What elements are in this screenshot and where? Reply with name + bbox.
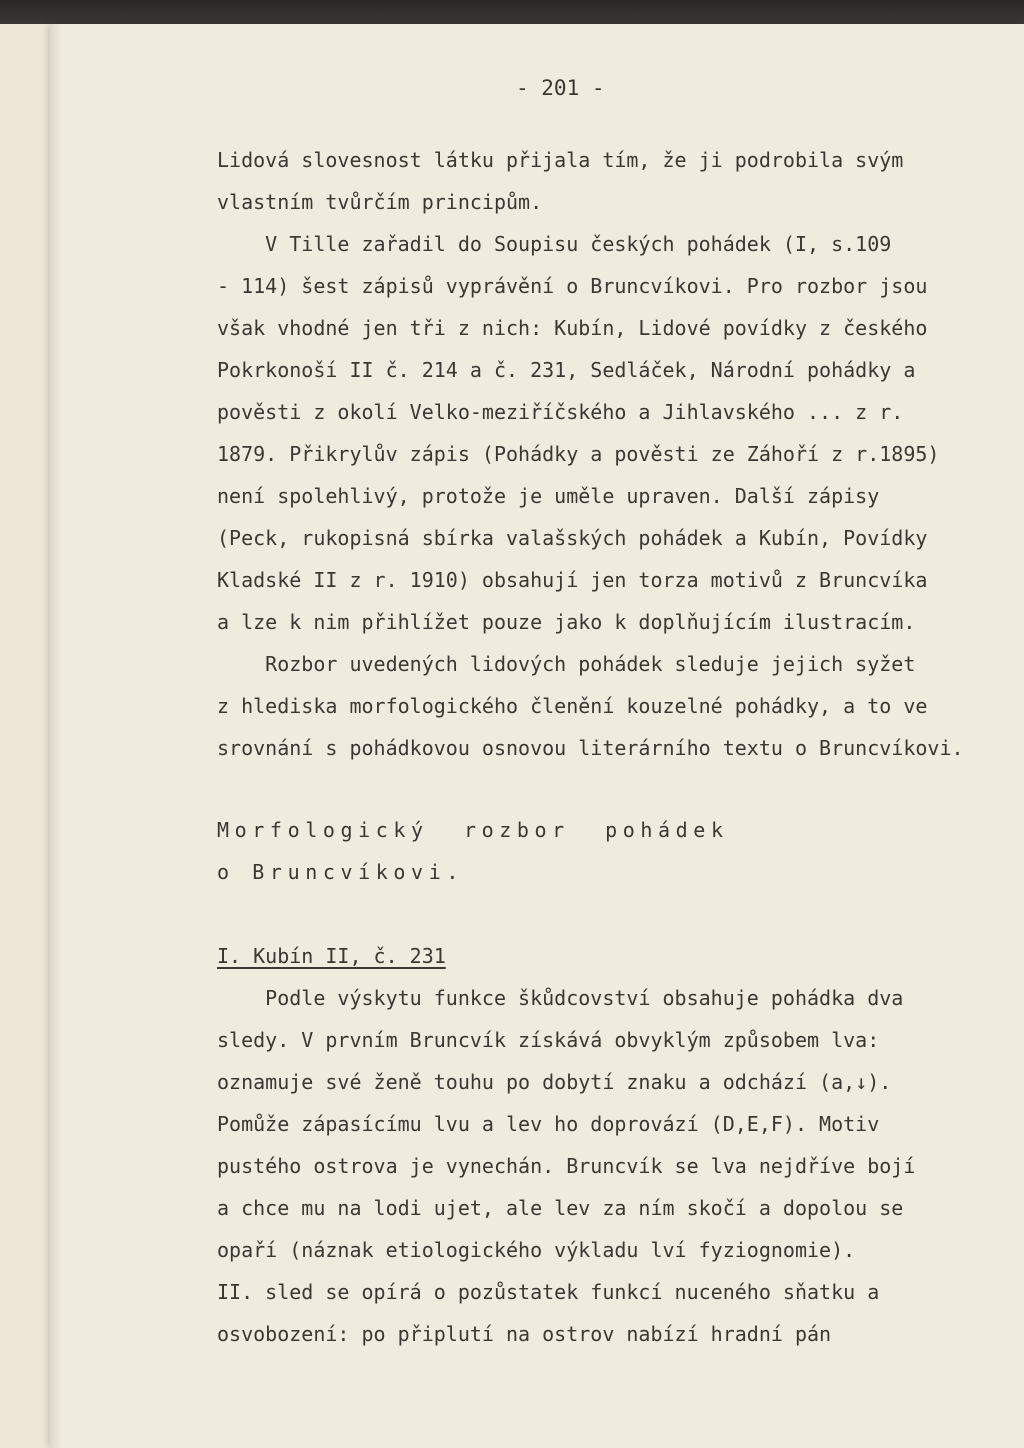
text-line: (Peck, rukopisná sbírka valašských pohádek a Kubín, Povídky xyxy=(217,526,928,550)
section-heading-continued: o Bruncvíkovi. xyxy=(217,860,464,884)
page-number: - 201 - xyxy=(516,76,605,100)
text-line: Rozbor uvedených lidových pohádek sleduje jejich syžet xyxy=(217,652,916,676)
text-line: oznamuje své ženě touhu po dobytí znaku a odchází (a,↓). xyxy=(217,1070,892,1094)
text-line: sledy. V prvním Bruncvík získává obvyklým způsobem lva: xyxy=(217,1028,880,1052)
text-line: z hlediska morfologického členění kouzelné pohádky, a to ve xyxy=(217,694,928,718)
text-line: a chce mu na lodi ujet, ale lev za ním skočí a dopolou se xyxy=(217,1196,904,1220)
text-line: pustého ostrova je vynechán. Bruncvík se lva nejdříve bojí xyxy=(217,1154,916,1178)
text-line: 1879. Přikrylův zápis (Pohádky a pověsti ze Záhoří z r.1895) xyxy=(217,442,940,466)
text-line: - 114) šest zápisů vyprávění o Bruncvíkovi. Pro rozbor jsou xyxy=(217,274,928,298)
text-line: Kladské II z r. 1910) obsahují jen torza motivů z Bruncvíka xyxy=(217,568,928,592)
subsection-heading: I. Kubín II, č. 231 xyxy=(217,944,446,968)
text-line: II. sled se opírá o pozůstatek funkcí nuceného sňatku a xyxy=(217,1280,880,1304)
text-line: není spolehlivý, protože je uměle upraven. Další zápisy xyxy=(217,484,880,508)
scan-top-border xyxy=(0,0,1024,24)
text-line: srovnání s pohádkovou osnovou literárního textu o Bruncvíkovi. xyxy=(217,736,964,760)
text-line: Lidová slovesnost látku přijala tím, že ji podrobila svým xyxy=(217,148,904,172)
text-line: však vhodné jen tři z nich: Kubín, Lidové povídky z českého xyxy=(217,316,928,340)
text-line: osvobození: po připlutí na ostrov nabízí hradní pán xyxy=(217,1322,832,1346)
text-line: a lze k nim přihlížet pouze jako k doplňujícím ilustracím. xyxy=(217,610,916,634)
text-line: Pokrkonoší II č. 214 a č. 231, Sedláček, Národní pohádky a xyxy=(217,358,916,382)
text-line: Podle výskytu funkce škůdcovství obsahuje pohádka dva xyxy=(217,986,904,1010)
text-line: vlastním tvůrčím principům. xyxy=(217,190,543,214)
text-line: V Tille zařadil do Soupisu českých pohádek (I, s.109 xyxy=(217,232,892,256)
section-heading: Morfologický rozbor pohádek xyxy=(217,818,729,842)
text-line: opaří (náznak etiologického výkladu lví fyziognomie). xyxy=(217,1238,856,1262)
text-line: Pomůže zápasícímu lvu a lev ho doprovází (D,E,F). Motiv xyxy=(217,1112,880,1136)
text-line: pověsti z okolí Velko-meziříčského a Jihlavského ... z r. xyxy=(217,400,904,424)
